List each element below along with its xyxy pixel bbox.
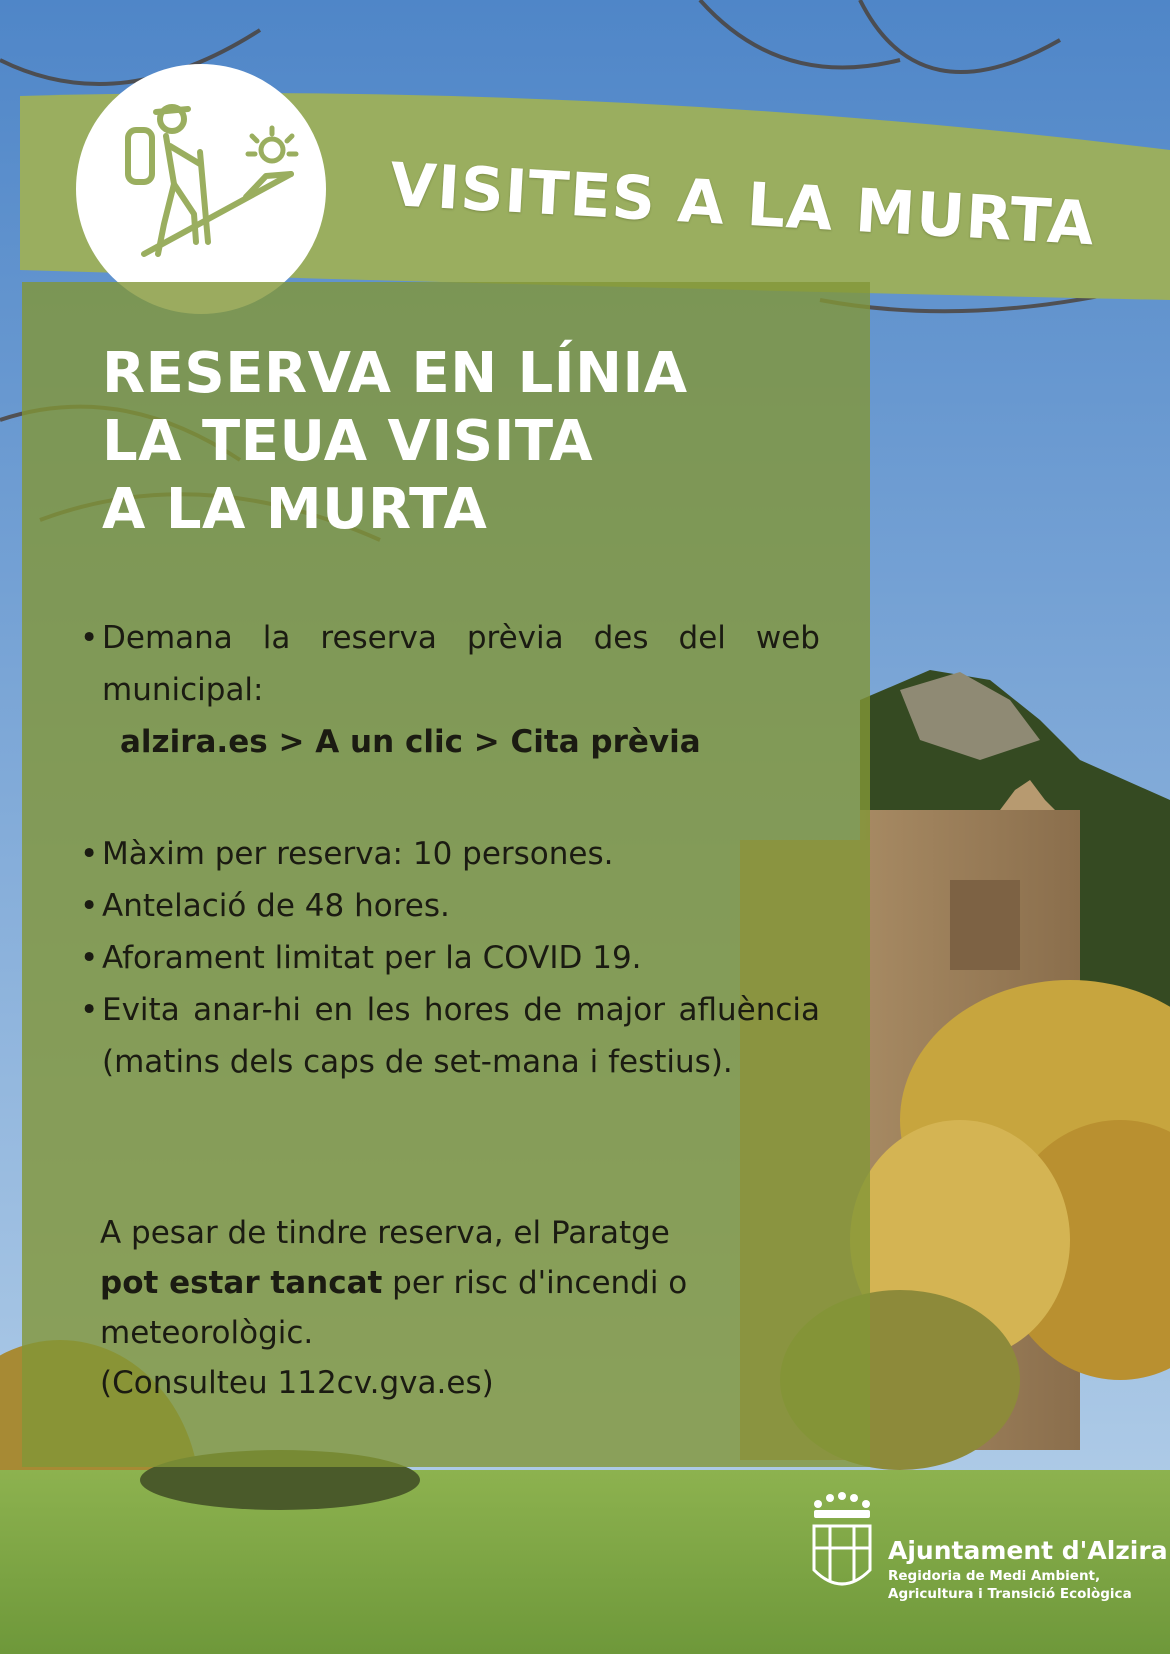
list-item bbox=[80, 932, 820, 984]
bullet-icon: • bbox=[80, 620, 99, 656]
list-item-text: Demana la reserva prèvia des del web municipal: bbox=[102, 620, 820, 708]
list-item-text: Aforament limitat per la COVID 19. bbox=[102, 940, 642, 976]
info-list bbox=[80, 612, 820, 1088]
notice-line: meteorològic. bbox=[100, 1315, 314, 1351]
list-item bbox=[80, 828, 820, 880]
notice-line: (Consulteu 112cv.gva.es) bbox=[100, 1365, 494, 1401]
ajuntament-logo bbox=[800, 1486, 1168, 1636]
notice-line bbox=[100, 1258, 820, 1308]
logo-subtitle: Agricultura i Transició Ecològica bbox=[888, 1586, 1132, 1602]
closure-notice bbox=[100, 1208, 820, 1408]
hiker-icon bbox=[76, 64, 326, 314]
bullet-icon: • bbox=[80, 836, 99, 872]
city-crest-icon bbox=[800, 1486, 880, 1636]
list-item bbox=[80, 880, 820, 932]
notice-bold: pot estar tancat bbox=[100, 1265, 383, 1301]
list-item-text: Màxim per reserva: 10 persones. bbox=[102, 836, 614, 872]
list-item bbox=[80, 984, 820, 1088]
sun-icon bbox=[248, 128, 296, 161]
logo-name: Ajuntament d'Alzira bbox=[888, 1536, 1168, 1565]
headline-line: LA TEUA VISITA bbox=[102, 409, 594, 474]
bullet-icon: • bbox=[80, 940, 99, 976]
headline-line: RESERVA EN LÍNIA bbox=[102, 341, 688, 406]
hiker-emblem bbox=[76, 64, 326, 314]
booking-path: alzira.es > A un clic > Cita prèvia bbox=[120, 724, 701, 760]
headline bbox=[102, 340, 842, 544]
list-item bbox=[80, 612, 820, 716]
banner-title: VISITES A LA MURTA bbox=[388, 150, 1097, 260]
notice-line: A pesar de tindre reserva, el Paratge bbox=[100, 1215, 670, 1251]
list-item-text: Antelació de 48 hores. bbox=[102, 888, 450, 924]
headline-line: A LA MURTA bbox=[102, 477, 488, 542]
list-item-text: Evita anar-hi en les hores de major afluència (matins dels caps de set-mana i festius). bbox=[102, 992, 820, 1080]
bullet-icon: • bbox=[80, 992, 99, 1028]
notice-line-rest: per risc d'incendi o bbox=[382, 1265, 688, 1301]
logo-subtitle: Regidoria de Medi Ambient, bbox=[888, 1568, 1101, 1584]
bullet-icon: • bbox=[80, 888, 99, 924]
